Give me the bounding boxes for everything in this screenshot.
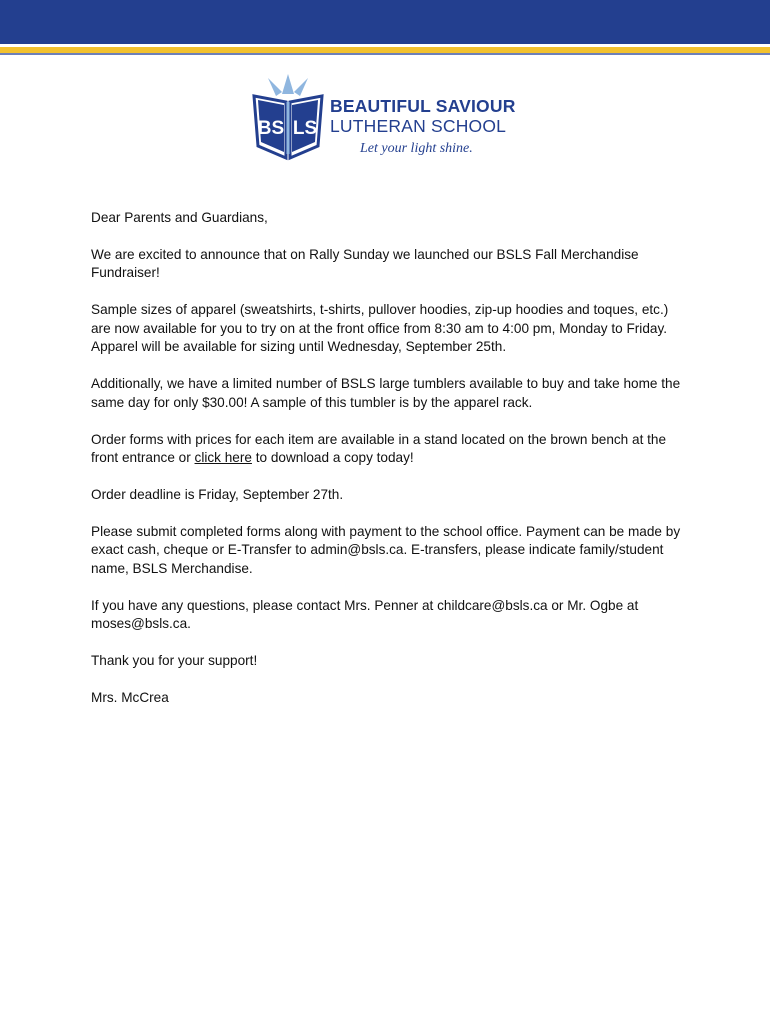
paragraph-deadline: Order deadline is Friday, September 27th. (91, 487, 344, 503)
paragraph-sample-sizes: Sample sizes of apparel (sweatshirts, t-shirts, pullover hoodies, zip-up hoodies and toques, etc.) are now available for you to try on at the front office from 8:30 am to 4:00 pm, Monday to Friday. Apparel will be available for sizing until Wednesday, September 25th. (91, 302, 669, 355)
school-name-line2: LUTHERAN SCHOOL (330, 116, 507, 136)
monogram-right: LS (292, 118, 318, 139)
paragraph-payment: Please submit completed forms along with payment to the school office. Payment can be made by exact cash, cheque or E-Transfer to admin@bsls.ca. E-transfers, please indicate family/student name, BSLS Merchandise. (91, 524, 681, 576)
paragraph-thanks: Thank you for your support! (91, 653, 258, 669)
paragraph-order-forms (91, 431, 691, 468)
paragraph-tumblers: Additionally, we have a limited number of BSLS large tumblers available to buy and take home the same day for only $30.00! A sample of this tumbler is by the apparel rack. (91, 376, 681, 410)
header-band-blue-stripe (0, 53, 770, 55)
signature: Mrs. McCrea (91, 690, 169, 706)
school-tagline: Let your light shine. (360, 141, 473, 156)
school-crest-icon (248, 72, 328, 164)
download-order-form-link[interactable]: click here (194, 450, 252, 466)
letter-body (91, 209, 691, 726)
school-logo (248, 72, 528, 164)
school-name-line1: BEAUTIFUL SAVIOUR (330, 96, 516, 116)
order-forms-text: Order forms with prices for each item are available in a stand located on the brown bench at the front entrance or (91, 431, 667, 466)
order-forms-text-end: to download a copy today! (251, 450, 414, 466)
paragraph-questions: If you have any questions, please contact Mrs. Penner at childcare@bsls.ca or Mr. Ogbe at moses@bsls.ca. (91, 597, 639, 632)
header-band-blue (0, 0, 770, 44)
paragraph-announcement: We are excited to announce that on Rally Sunday we launched our BSLS Fall Merchandise Fundraiser! (91, 247, 639, 281)
monogram-left: BS (257, 118, 285, 139)
salutation: Dear Parents and Guardians, (91, 210, 268, 225)
